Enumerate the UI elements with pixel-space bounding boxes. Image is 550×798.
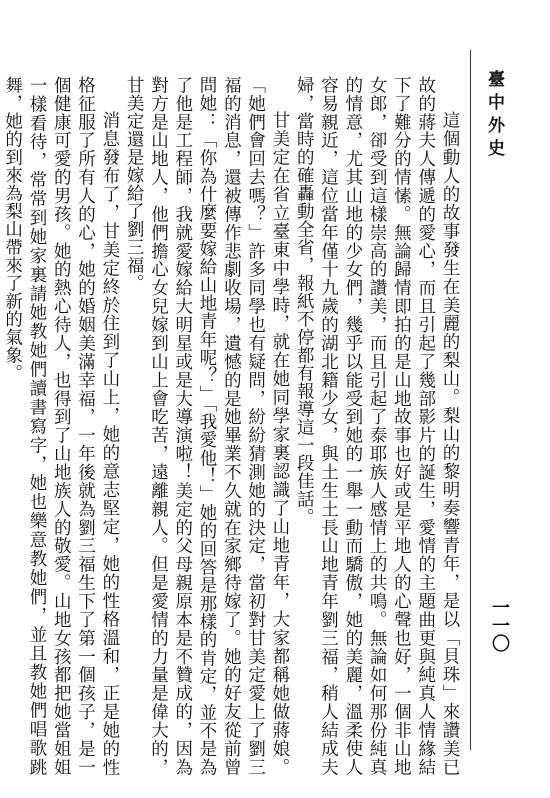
paragraph: 消息發布了，甘美定終於住到了山上，她的意志堅定，她的性格溫和，正是她的性格征服了所有人的心，她的婚姻美滿幸福，一年後就為劉三福生下了第一個孩子，是一個健康可愛的男孩。她的熱心待人，也得到了山地族人的敬愛。山地女孩都把她當姐姐一樣看待，常常到她家裏請她教她們讀書寫字，她也樂意教她們，並且教她們唱歌跳舞，她的到來為梨山帶來了新的氣象。: [2, 76, 120, 776]
vertical-body-text: [2, 76, 462, 776]
page-number: 一一〇: [489, 598, 510, 652]
header-divider: [470, 50, 471, 750]
paragraph: 這個動人的故事發生在美麗的梨山。梨山的黎明奏響青年，是以「貝珠」來讚美已故的蔣夫人傳遞的愛心，而且引起了幾部影片的誕生，愛情的主題曲更與純真人情緣結下了難分的情愫。無論歸情即拍的是山地故事也好或是平地人的心聲也好，一個非山地女郎，卻受到這樣崇高的讚美，而且引起了泰耶族人感情上的共鳴。無論如何那份純真的情意，尤其山地的少女們，幾乎以能受到她的一舉一動而驕傲，她的美麗，溫柔使人容易親近，這位當年僅十九歲的湖北籍少女，與土生土長山地青年劉三福，稍人結成夫婦，當時的確轟動全省，報紙不停都有報導這一段佳話。: [294, 76, 460, 776]
paragraph: 甘美定在省立臺東中學時，就在她同學家裏認識了山地青年，大家都稱她做蔣娘。「她們會回去嗎？」許多同學也有疑問，紛紛猜測她的決定，當初對甘美定愛上了劉三福的消息，還被傳作悲劇收場，遺憾的是她畢業不久就在家鄉待嫁了。她的好友從前曾問她：「你為什麼要嫁給山地青年呢？」「我愛他！」她的回答是那樣的肯定，並不是為了他是工程師，我就愛嫁給大明星或是大導演啦！美定的父母親原本是不贊成的，因為對方是山地人，他們擔心女兒嫁到山上會吃苦，遠離親人。但是愛情的力量是偉大的，甘美定還是嫁給了劉三福。: [124, 76, 290, 776]
running-header-title: 臺中外史: [484, 70, 504, 162]
